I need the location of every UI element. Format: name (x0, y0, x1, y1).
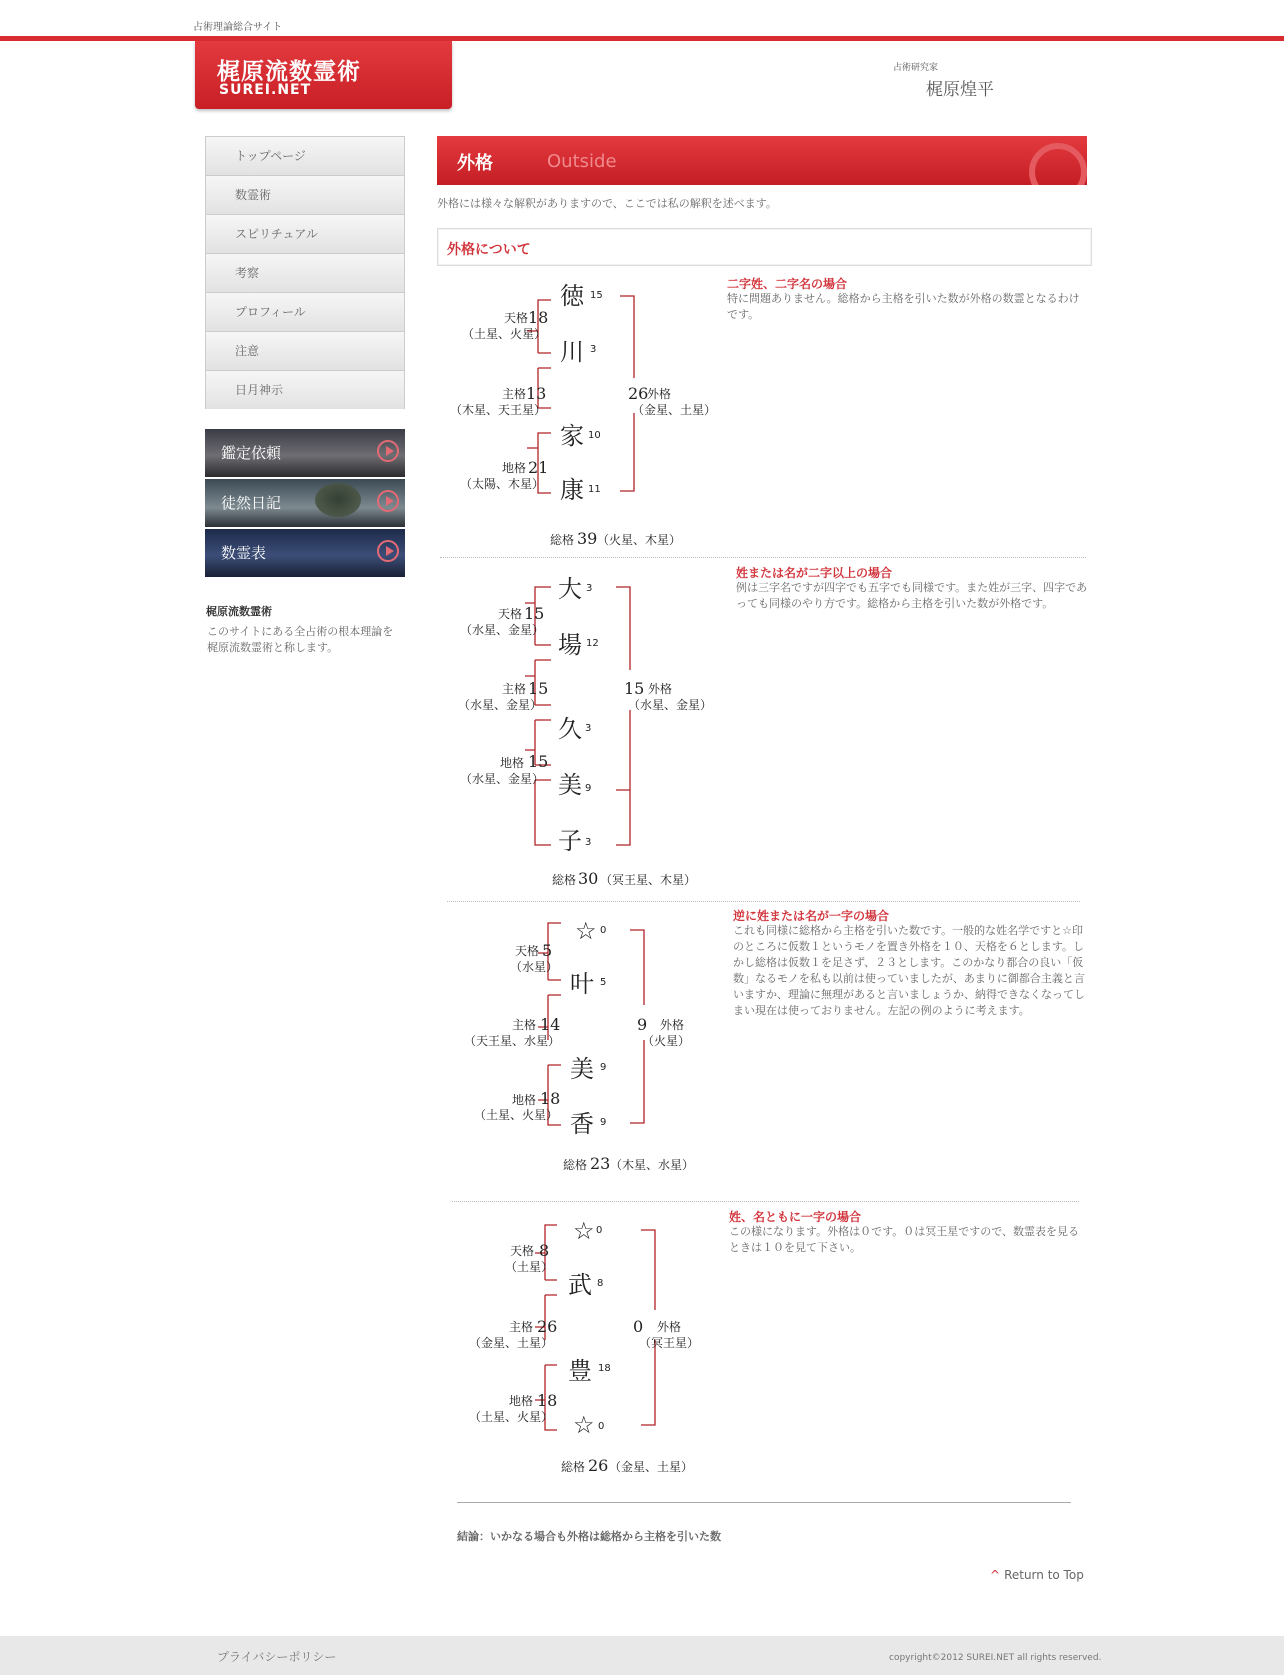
conclusion-text: 結論：いかなる場合も外格は総格から主格を引いた数 (457, 1530, 721, 1543)
name-char: 家 (560, 422, 584, 450)
name-char: 豊 (568, 1357, 592, 1385)
name-char: 徳 (560, 282, 584, 310)
nav-item-top[interactable]: トップページ (205, 136, 405, 175)
gaikaku-planets: （火星） (642, 1034, 691, 1048)
name-char: 叶 (570, 970, 594, 998)
shukaku-number: 26 (537, 1317, 558, 1336)
return-to-top-link[interactable] (990, 1568, 1084, 1582)
stroke-count: 15 (590, 290, 603, 301)
footer (0, 1636, 1284, 1675)
divider (447, 901, 1080, 902)
tenkaku-label: 天格 (510, 1244, 535, 1258)
chikaku-planets: （土星、火星） (474, 1108, 559, 1122)
name-diagram-2 (450, 570, 720, 890)
sidebar-info-line: このサイトにある全占術の根本理論を (207, 625, 394, 638)
chikaku-planets: （太陽、木星） (460, 477, 545, 491)
case-text: この様になります。外格は０です。０は冥王星ですので、数霊表を見るときは１０を見て下さい。 (729, 1225, 1080, 1254)
logo-subtitle: SUREI.NET (219, 82, 312, 98)
soukaku-label: 総格 (552, 873, 577, 887)
chikaku-label: 地格 (500, 756, 525, 770)
section-title-en: Outside (547, 151, 617, 172)
name-char: 大 (558, 575, 582, 603)
case-text: 特に問題ありません。総格から主格を引いた数が外格の数霊となるわけです。 (727, 292, 1080, 321)
name-char: 場 (558, 631, 582, 659)
nav-item-profile[interactable]: プロフィール (205, 292, 405, 331)
nav-item-notice[interactable]: 注意 (205, 331, 405, 370)
subheading-box (437, 228, 1092, 266)
gaikaku-number: 15 (624, 679, 645, 698)
name-char: 武 (568, 1271, 592, 1299)
author-name: 梶原煌平 (926, 80, 994, 100)
soukaku-planets: （火星、木星） (597, 533, 682, 547)
sidebar-nav (205, 136, 405, 579)
gaikaku-label: 外格 (660, 1018, 685, 1032)
shukaku-label: 主格 (512, 1018, 537, 1032)
stroke-count: 9 (585, 783, 592, 794)
nav-item-kousatsu[interactable]: 考察 (205, 253, 405, 292)
shukaku-planets: （木星、天王星） (450, 403, 547, 417)
soukaku-label: 総格 (563, 1158, 588, 1172)
case-title: 逆に姓または名が一字の場合 (733, 909, 890, 923)
name-char: 康 (560, 476, 584, 504)
name-char: 香 (570, 1110, 594, 1138)
shukaku-planets: （天王星、水星） (464, 1034, 561, 1048)
site-tagline: 占術理論総合サイト (193, 22, 283, 33)
gaikaku-number: 9 (637, 1015, 648, 1034)
play-circle-icon (377, 540, 399, 562)
name-char: 久 (558, 715, 582, 743)
stroke-count: 9 (600, 1117, 607, 1128)
banner-label: 徒然日記 (221, 494, 282, 512)
tenkaku-label: 天格 (515, 944, 540, 958)
section-title: 外格 (457, 153, 493, 174)
soukaku-planets: （木星、水星） (610, 1158, 695, 1172)
tenkaku-planets: （土星、火星） (462, 327, 547, 341)
gaikaku-label: 外格 (657, 1320, 682, 1334)
nav-item-sureijutsu[interactable]: 数霊術 (205, 175, 405, 214)
soukaku-planets: （金星、土星） (609, 1460, 694, 1474)
divider (452, 1201, 1079, 1202)
case-title: 姓または名が二字以上の場合 (736, 566, 893, 580)
shukaku-planets: （水星、金星） (458, 698, 543, 712)
gaikaku-planets: （水星、金星） (628, 698, 713, 712)
play-circle-icon (377, 440, 399, 462)
caret-up-icon: ^ (990, 1568, 1001, 1582)
shukaku-number: 14 (540, 1015, 561, 1034)
name-char: 川 (560, 338, 584, 366)
tenkaku-label: 天格 (504, 311, 529, 325)
gaikaku-label: 外格 (648, 682, 673, 696)
stroke-count: 3 (585, 837, 592, 848)
nav-item-spiritual[interactable]: スピリチュアル (205, 214, 405, 253)
shukaku-label: 主格 (502, 387, 527, 401)
privacy-policy-link[interactable]: プライバシーポリシー (217, 1650, 337, 1664)
stroke-count: 12 (586, 638, 599, 649)
stroke-count: 0 (598, 1421, 605, 1432)
chikaku-number: 18 (540, 1089, 561, 1108)
chikaku-planets: （土星、火星） (469, 1410, 554, 1424)
banner-tsurezure-diary[interactable] (205, 479, 405, 527)
return-to-top-label: Return to Top (1004, 1568, 1084, 1582)
sidebar-info-line: 梶原流数霊術と称します。 (207, 641, 339, 654)
stroke-count: 11 (588, 484, 601, 495)
tenkaku-number: 18 (528, 308, 549, 327)
ring-decoration-icon (1029, 143, 1087, 185)
soukaku-number: 23 (590, 1154, 611, 1173)
tenkaku-label: 天格 (498, 607, 523, 621)
stroke-count: 9 (600, 1062, 607, 1073)
name-diagram-1 (450, 278, 720, 548)
play-circle-icon (377, 490, 399, 512)
name-char: ☆ (575, 917, 597, 945)
logo-title: 梶原流数霊術 (217, 58, 361, 85)
name-char: ☆ (573, 1411, 595, 1439)
soukaku-number: 26 (588, 1456, 609, 1475)
chikaku-number: 18 (537, 1391, 558, 1410)
tree-icon (315, 483, 361, 517)
chikaku-number: 15 (528, 752, 549, 771)
stroke-count: 8 (597, 1278, 604, 1289)
chikaku-label: 地格 (512, 1093, 537, 1107)
name-diagram-3 (460, 915, 730, 1175)
case-text: これも同様に総格から主格を引いた数です。一般的な姓名学ですと☆印のところに仮数１というモノを置き外格を１０、天格を６とします。しかし総格は仮数１を足さず、２３とします。このかなり都合の良い「仮数」なるモノを私も以前は使っていましたが、あまりに御都合主義と言いますか、理論に無理があると言いましょうか、納得できなくなってしまい現在は使っておりません。左記の例のように考えます。 (733, 924, 1085, 1017)
soukaku-planets: （冥王星、木星） (600, 873, 697, 887)
tenkaku-planets: （水星） (510, 960, 559, 974)
section-header (437, 136, 1087, 185)
author-role: 占術研究家 (893, 63, 939, 73)
sidebar-info-title: 梶原流数霊術 (206, 605, 272, 618)
chikaku-label: 地格 (502, 461, 527, 475)
gaikaku-planets: （金星、土星） (632, 403, 717, 417)
divider (440, 557, 1086, 558)
stroke-count: 18 (598, 1363, 611, 1374)
shukaku-number: 15 (528, 679, 549, 698)
stroke-count: 10 (588, 430, 601, 441)
copyright: copyright©2012 SUREI.NET all rights reserved. (889, 1653, 1102, 1663)
soukaku-label: 総格 (561, 1460, 586, 1474)
stroke-count: 5 (600, 977, 607, 988)
site-logo[interactable] (195, 41, 452, 109)
banner-surei-table[interactable] (205, 529, 405, 577)
tenkaku-planets: （水星、金星） (460, 623, 545, 637)
stroke-count: 3 (590, 344, 597, 355)
nav-item-hitsuki[interactable]: 日月神示 (205, 370, 405, 409)
soukaku-label: 総格 (550, 533, 575, 547)
banner-label: 数霊表 (221, 544, 267, 562)
subheading: 外格について (447, 242, 531, 258)
sidebar-info-text (207, 624, 407, 656)
shukaku-number: 13 (526, 384, 547, 403)
header-accent-bar (0, 36, 1284, 41)
chikaku-planets: （水星、金星） (460, 772, 545, 786)
soukaku-number: 39 (577, 529, 598, 548)
tenkaku-number: 8 (539, 1241, 550, 1260)
case-title: 姓、名ともに一字の場合 (729, 1210, 862, 1224)
stroke-count: 0 (596, 1225, 603, 1236)
tenkaku-planets: （土星） (505, 1260, 554, 1274)
name-char: 美 (558, 771, 582, 799)
tenkaku-number: 15 (524, 604, 545, 623)
shukaku-label: 主格 (509, 1320, 534, 1334)
shukaku-planets: （金星、土星） (469, 1336, 554, 1350)
gaikaku-label: 外格 (647, 387, 672, 401)
name-char: ☆ (573, 1217, 595, 1245)
banner-label: 鑑定依頼 (221, 444, 282, 462)
stroke-count: 3 (585, 723, 592, 734)
chikaku-label: 地格 (509, 1394, 534, 1408)
gaikaku-number: 0 (633, 1317, 644, 1336)
name-char: 美 (570, 1055, 594, 1083)
soukaku-number: 30 (578, 869, 599, 888)
conclusion-divider (457, 1502, 1071, 1503)
stroke-count: 0 (600, 925, 607, 936)
name-char: 子 (558, 827, 582, 855)
banner-kantei-irai[interactable] (205, 429, 405, 477)
tenkaku-number: 5 (542, 941, 553, 960)
shukaku-label: 主格 (502, 682, 527, 696)
name-diagram-4 (465, 1215, 735, 1475)
stroke-count: 3 (586, 583, 593, 594)
case-text: 例は三字名ですが四字でも五字でも同様です。また姓が三字、四字であっても同様のやり方です。総格から主格を引いた数が外格です。 (736, 581, 1088, 610)
section-intro: 外格には様々な解釈がありますので、ここでは私の解釈を述べます。 (437, 197, 777, 210)
gaikaku-number: 26 (628, 384, 649, 403)
chikaku-number: 21 (528, 458, 549, 477)
case-title: 二字姓、二字名の場合 (727, 277, 848, 291)
gaikaku-planets: （冥王星） (639, 1336, 700, 1350)
